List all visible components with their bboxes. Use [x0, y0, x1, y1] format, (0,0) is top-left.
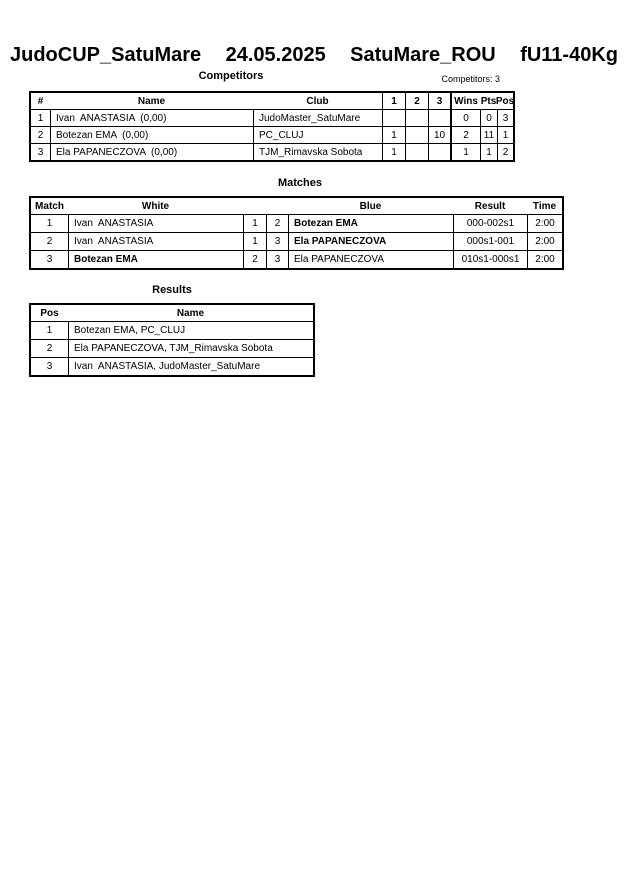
competitor-num: 2 — [37, 129, 44, 141]
title-location: SatuMare_ROU — [350, 44, 496, 66]
matches-header-blue: Blue — [359, 200, 382, 212]
competitor-row — [31, 126, 513, 143]
match-white-seed: 1 — [243, 215, 266, 232]
competitors-header-round3: 3 — [428, 93, 450, 109]
match-row — [31, 232, 562, 250]
competitor-round1: 1 — [382, 144, 405, 160]
title-event: JudoCUP_SatuMare — [10, 44, 202, 66]
results-section-title: Results — [152, 284, 192, 296]
result-pos: 2 — [46, 343, 53, 354]
matches-header-row — [31, 198, 562, 214]
result-name: Ivan ANASTASIA, JudoMaster_SatuMare — [68, 358, 313, 375]
match-white-name: Ivan ANASTASIA — [68, 233, 243, 250]
match-white-seed: 1 — [243, 233, 266, 250]
matches-header-match: Match — [35, 200, 64, 212]
competitor-club: TJM_Rimavska Sobota — [253, 144, 382, 160]
competitor-pos: 1 — [497, 127, 513, 143]
competitor-round1: 1 — [382, 127, 405, 143]
competitors-header-name: Name — [137, 95, 166, 107]
competitors-header-pts: Pts — [480, 95, 497, 107]
result-row — [31, 357, 313, 375]
competitors-header-club: Club — [306, 95, 329, 107]
competitor-name: Ivan ANASTASIA (0,00) — [50, 110, 253, 126]
results-table — [29, 303, 315, 377]
competitors-header-round1: 1 — [382, 93, 405, 109]
competitor-row — [31, 143, 513, 160]
match-time: 2:00 — [527, 233, 562, 250]
result-row — [31, 321, 313, 339]
match-blue-name: Ela PAPANECZOVA — [288, 233, 453, 250]
match-time: 2:00 — [527, 251, 562, 268]
competitor-round2 — [405, 110, 428, 126]
match-result: 000-002s1 — [453, 215, 527, 232]
matches-header-time: Time — [532, 200, 557, 212]
competitor-name: Botezan EMA (0,00) — [50, 127, 253, 143]
competitor-round3 — [428, 144, 450, 160]
competitors-section-title: Competitors — [198, 70, 264, 82]
competitor-round2 — [405, 127, 428, 143]
result-name: Ela PAPANECZOVA, TJM_Rimavska Sobota — [68, 340, 313, 357]
matches-table — [29, 196, 564, 270]
competitors-table — [29, 91, 515, 162]
competitors-header-round2: 2 — [405, 93, 428, 109]
results-header-row — [31, 305, 313, 321]
page-title — [10, 44, 618, 67]
match-blue-seed: 3 — [266, 233, 288, 250]
match-blue-name: Ela PAPANECZOVA — [288, 251, 453, 268]
result-row — [31, 339, 313, 357]
match-white-name: Botezan EMA — [68, 251, 243, 268]
competitor-round1 — [382, 110, 405, 126]
competitor-round3: 10 — [428, 127, 450, 143]
competitors-header-num: # — [37, 95, 44, 107]
competitors-count: Competitors: 3 — [441, 74, 500, 84]
competitor-pos: 2 — [497, 144, 513, 160]
competitor-wins: 2 — [450, 127, 480, 143]
competitor-club: JudoMaster_SatuMare — [253, 110, 382, 126]
results-header-pos: Pos — [40, 307, 59, 319]
matches-section-title: Matches — [277, 177, 323, 189]
competitor-pts: 1 — [480, 144, 497, 160]
match-row — [31, 214, 562, 232]
competitor-round2 — [405, 144, 428, 160]
competitor-pts: 11 — [480, 127, 497, 143]
competitor-round3 — [428, 110, 450, 126]
match-number: 3 — [46, 254, 53, 265]
results-header-name: Name — [176, 307, 205, 319]
match-row — [31, 250, 562, 268]
competitors-header-wins: Wins — [450, 93, 480, 109]
result-name: Botezan EMA, PC_CLUJ — [68, 322, 313, 339]
competitors-header-pos: Pos — [495, 95, 515, 107]
match-white-name: Ivan ANASTASIA — [68, 215, 243, 232]
match-time: 2:00 — [527, 215, 562, 232]
matches-header-result: Result — [474, 200, 506, 212]
competitor-club: PC_CLUJ — [253, 127, 382, 143]
matches-header-white-num — [243, 198, 266, 214]
match-result: 010s1-000s1 — [453, 251, 527, 268]
match-blue-name: Botezan EMA — [288, 215, 453, 232]
competitor-num: 1 — [37, 112, 44, 124]
title-category: fU11-40Kg — [520, 44, 618, 66]
match-number: 2 — [46, 236, 53, 247]
competitor-pos: 3 — [497, 110, 513, 126]
competitor-row — [31, 109, 513, 126]
title-date: 24.05.2025 — [225, 44, 326, 66]
competitor-wins: 1 — [450, 144, 480, 160]
result-pos: 3 — [46, 361, 53, 372]
competitor-wins: 0 — [450, 110, 480, 126]
match-blue-seed: 2 — [266, 215, 288, 232]
matches-header-blue-num — [266, 198, 288, 214]
competitor-num: 3 — [37, 146, 44, 158]
competitor-name: Ela PAPANECZOVA (0,00) — [50, 144, 253, 160]
competitor-pts: 0 — [480, 110, 497, 126]
matches-header-white: White — [141, 200, 170, 212]
match-result: 000s1-001 — [453, 233, 527, 250]
match-white-seed: 2 — [243, 251, 266, 268]
result-pos: 1 — [46, 325, 53, 336]
competitors-header-row — [31, 93, 513, 109]
match-blue-seed: 3 — [266, 251, 288, 268]
match-number: 1 — [46, 218, 53, 229]
